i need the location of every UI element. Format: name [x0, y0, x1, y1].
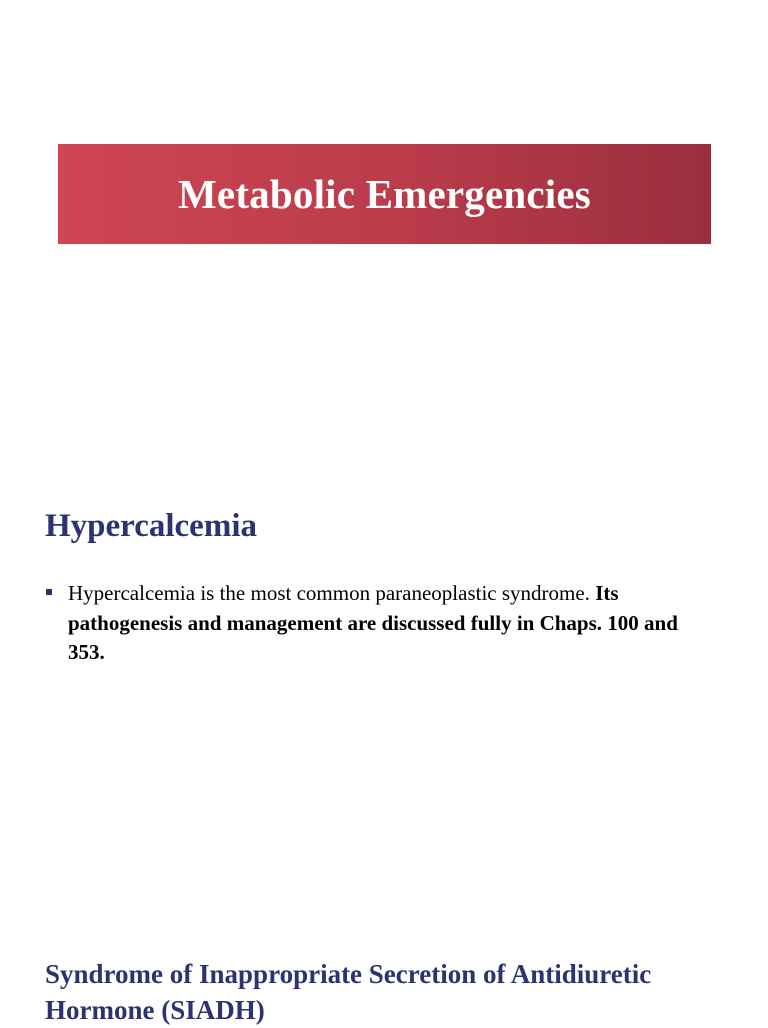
- list-item: [45, 579, 717, 668]
- bullet-list-hypercalcemia: [45, 579, 717, 668]
- bullet-text-regular: Hypercalcemia is the most common paraneoplastic syndrome.: [68, 581, 590, 605]
- title-banner: [58, 144, 711, 244]
- square-bullet-icon: [46, 589, 52, 595]
- section-heading-siadh: Syndrome of Inappropriate Secretion of Antidiuretic Hormone (SIADH): [45, 959, 652, 1025]
- bullet-text-bold: Its pathogenesis and management are discussed fully in Chaps. 100 and 353.: [68, 581, 678, 664]
- slide-title: Metabolic Emergencies: [178, 170, 591, 217]
- section-heading-hypercalcemia: Hypercalcemia: [45, 508, 257, 544]
